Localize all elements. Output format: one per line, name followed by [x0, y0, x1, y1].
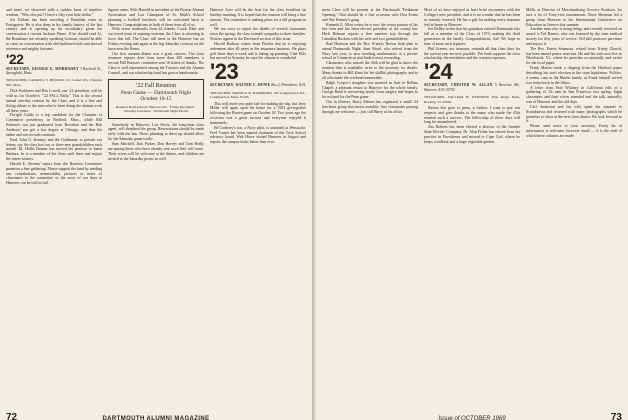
paragraph: Frank Martin sends a clipping from the Hartford paper describing his son's election to the state legislature. Politics, it seems, runs in the Martin family, as Frank himself served two terms back in the fifties. — [526, 66, 622, 85]
left-column-1 — [6, 8, 102, 396]
notice-title: '22 Fall Reunion — [136, 82, 176, 89]
paragraph: With seven notebooks from 24 friends, Coach Blair and our loved team of aspiring veterans, the Class is returning in force this fall. The Class will meet in the Hanover Inn on Friday evening and again at the big Saturday cookout on the lawn near the Bema. — [108, 27, 204, 51]
paragraph: Carl Anderson and his wife spent the summer in Scandinavia and returned with many photographs which he promises to show at the next class dinner. We look forward to it. — [526, 104, 622, 124]
paragraph: The Rev. Ernest Simmons, retired from Trinity Church, has been named pastor emeritus. He and his wife now live in Woodstock, Vt., where he preaches occasionally and writes for the local paper. — [526, 46, 622, 66]
class-year-heading: '24 — [424, 59, 453, 85]
notice-dates: October 10-15 — [140, 96, 172, 103]
paragraph: Another man who is doing things and recently received an award is Ted Barnes, who was honored by the state medical society for fifty years of service. Ted still practices part-time and enjoys it. — [526, 27, 622, 46]
paragraph: Hanover Area will be the host for the class breakfast on Sunday morning. It is hoped that the reunion will bring a fine turnout. The committee is making plans for a fall program as well. — [210, 8, 306, 27]
paragraph: Dwight Cuddy is a top candidate for the Chamber of Commerce presidency in Bedford, Mass., while Bill Keenan's son just graduated from Bowdoin and the Bob Andrews' son got a law degree at Chicago, and thus the father and son records continue. — [6, 113, 102, 137]
right-page — [316, 0, 628, 420]
paragraph: Sam Mitchell, Jack Parker, Don Harvey and Tom Reilly are among those who have already sent word they will come. Their wives will be welcome at the dinner, and children are invited to the Saturday picnic as well. — [108, 142, 204, 161]
paragraph: A letter from Bob Whitney in California tells of a gathering of '24 men in San Francisco last spring. Eight classmates and their wives attended and the talk, naturally, was of Hanover and the old days. — [526, 85, 622, 105]
paragraph: Most of us have enjoyed at least brief encounters with the College's new president, and it is no wonder that he has been so warmly received. He has a gift for making every alumnus feel at home in Hanover. — [424, 8, 520, 27]
class-treasurer: TREASURER, HAROLD W. HAMMOND, 100 Longmeadow Rd., Longmeadow, Mass. 01106 — [210, 90, 306, 100]
class-treasurer: TREASURER, CARROLL S. BEATON, 151 Laurel Rd., Chestnut Hill, Mass. — [6, 78, 102, 87]
paragraph: Harold E. Stevens' report from the Reunion Committee promises a fine gathering. Please support the fund by sending any contributions, memorabilia, pictures or notes of classmates to the committee so the story of our days at Hanover can be told in full. — [6, 161, 102, 186]
paragraph: Dick Parkhurst and Ben Lowell, our '22 president, will be with us for October's "'22 FALL Rally." This is the second annual one-day reunion by the Class, and it is a fine and fitting tribute to the men who've been doing the alumni work all these years. — [6, 89, 102, 113]
right-column-1 — [322, 8, 418, 396]
paragraph: Out in Denver, Harry Mason has organized a small '24 luncheon group that meets monthly. Any classmates passing through are welcome — just call Harry at his office. — [322, 100, 418, 114]
magazine-title: DARTMOUTH ALUMNI MAGAZINE — [102, 416, 210, 420]
paragraph: Millis as Director of Merchandising Grocery Products, for sure a lot of Forty-first tournaments. Dave Sherman led a group from Hanover to the International Conference on Education in Geneva this summer. — [526, 8, 622, 27]
paragraph: ment Class will be present at the Dartmouth 'Freshman Opening.' That should be a fine occasion with Don Evans and Abe Kenney's gang. — [322, 8, 418, 22]
notice-details: Reunion Headquarters: Hanover Inn · Friday Reception · Saturday Luncheon · Dartmouth Night Parade — [116, 104, 196, 114]
paragraph: and heart, we observed with a sudden burst of intuitive wisdom, "Who else put? I have a fifty-cent hole-dollar." — [6, 8, 102, 17]
paragraph: Paul, John G. Kenney, and the Goldmans, to present our letters, say the class has two or three new grandchildren each month. Dr. Hollis Bonner has moved his practice to Santa Barbara; he is a member of the clinic staff there and enjoys the warm winters. — [6, 137, 102, 162]
class-year-heading: '22 — [6, 50, 24, 67]
page-number: 73 — [610, 412, 622, 420]
left-page — [0, 0, 312, 420]
reunion-notice-box — [108, 79, 204, 119]
paragraph: Our first autumn dinner was a great success. The class treasurer reports dues from more than 200 members, a record; Bill Burton's committee sent 16 letters of thanks. The Class is well represented among the Trustees and the Alumni Council, and our scholarship fund has grown handsomely. — [108, 51, 204, 75]
page-number: 72 — [6, 412, 18, 420]
paragraph: Ed Carberry's son, a Navy pilot, is stationed at Pensacola. Fred Turner has been named chairman of the Tuck School advisory board. Walt Howe visited Hanover in August and reports the campus looks better than ever. — [210, 125, 306, 145]
class-secretary: SECRETARY, GEORGE E. MORRISSEY 3 Rockwell St., Springfield, Mass. — [6, 66, 102, 75]
paragraph: Phil Greene, our treasurer, reminds all that class dues for the current year are now payable. The fund supports the class scholarship, the newsletter and the reunion expenses. — [424, 46, 520, 61]
right-column-3 — [526, 8, 622, 396]
paragraph: We are sorry to report the deaths of several classmates since the spring; the class extends sympathy to their families. Notices appear in the Deceased section of this issue. — [210, 27, 306, 42]
paragraph: Kenneth E. Allen writes he is now the senior partner of his law firm and has been elected president of the county bar. Herb Holman reports a fine summer trip through the Canadian Rockies with his wife and two grandchildren. — [322, 22, 418, 42]
paragraph: Jim Roberts has been elected a director of the Granite State Electric Company. Dr. Alan Fisher has retired from his practice in Providence and moved to Cape Cod, where he keeps a sailboat and a large vegetable garden. — [424, 125, 520, 144]
class-year-heading: '23 — [210, 59, 239, 85]
paragraph: Harold Barbour writes from Florida that he is enjoying retirement after 40 years in the insurance business. He plays golf three days a week and is taking up painting. Chet Ellis has moved to Arizona; he says the climate is wonderful. — [210, 41, 306, 61]
class-treasurer: TREASURER, WILLIAM H. KENNEDY, Pine Ridge Farm, Reading, Vt. 05062 — [424, 95, 520, 104]
class-secretary: SECRETARY, WALTER C. HOWE Box 2, Plainsboro, N.H. — [210, 83, 306, 88]
paragraph: Before this goes to press, a further, I want to pay our respects and give thanks to the many who made the 45th reunion such a success. The fellowship of those days will long be remembered. — [424, 105, 520, 125]
paragraph: Bud Harrison and the Rev. Francis Brown both plan to attend Dartmouth Night. Stan Wood, who retired from the Navy last year, is now teaching mathematics at a private school in Connecticut and finds it most rewarding. — [322, 41, 418, 61]
right-column-2 — [424, 8, 520, 396]
paragraph: figures came, With Hanold as president of the Boston Alumni Association and Lou Champion of St. Mark's School planning a football luncheon, will be welcomed back to Hanover. Congratulations to both of them from all of us. — [108, 8, 204, 27]
paragraph: Somebody in Hanover, Lou Ferris, the long-time class agent, will shepherd the group. Reservations should be made early with the Inn. Those planning to drive up should allow for the Saturday game traffic. — [108, 122, 204, 142]
class-secretary: SECRETARY, CHESTER W. ALLAN 5 Brewster Rd., Hanover, N.H. 03755 — [424, 83, 520, 92]
left-column-3 — [210, 8, 306, 396]
paragraph: Joe Kelley writes that his grandson entered Dartmouth this fall as a member of the Class of 1973, making the third generation in the family. Congratulations, Joe! We hope to hear of more such legacies. — [424, 27, 520, 46]
paragraph: Classmates who missed the 45th will be glad to know the reunion film is available; write to the secretary for details. Many thanks to Bill Kane for his skillful photography and to all who made the weekend memorable. — [322, 61, 418, 80]
issue-date: Issue of OCTOBER 1969 — [438, 416, 506, 420]
notice-subtitle: Penn Game — Dartmouth Night — [120, 89, 192, 96]
paragraph: Ralph Cooper's daughter was married in June in Rollins Chapel, a pleasant return to Hanover for the whole family. George Rand is recovering nicely from surgery and hopes to be on hand for the Penn game. — [322, 80, 418, 100]
paragraph: This will reach you quite late for making the trip, but Jerry Miller will again open his home for a 1923 get-together following the Brown game on October 18. Two years ago the occasion was a great success and everyone enjoyed it immensely. — [210, 101, 306, 125]
paragraph: Joe Fullam has been traveling a Brazilian route in Portuguese. He is also deep in his family history of the last century and is opening up his vocabulary given his conversation a current Jackson Prime. If he should read Jo, the Brazilians are certainly speaking German, should be able to carry on conversation with old-fashioned style and shrewd reference and mighty fortunes. — [6, 17, 102, 51]
paragraph: Please send news to your secretary. Every bit of information is welcome, however small — it is the stuff of which these columns are made. — [526, 124, 622, 138]
left-column-2 — [108, 8, 204, 396]
